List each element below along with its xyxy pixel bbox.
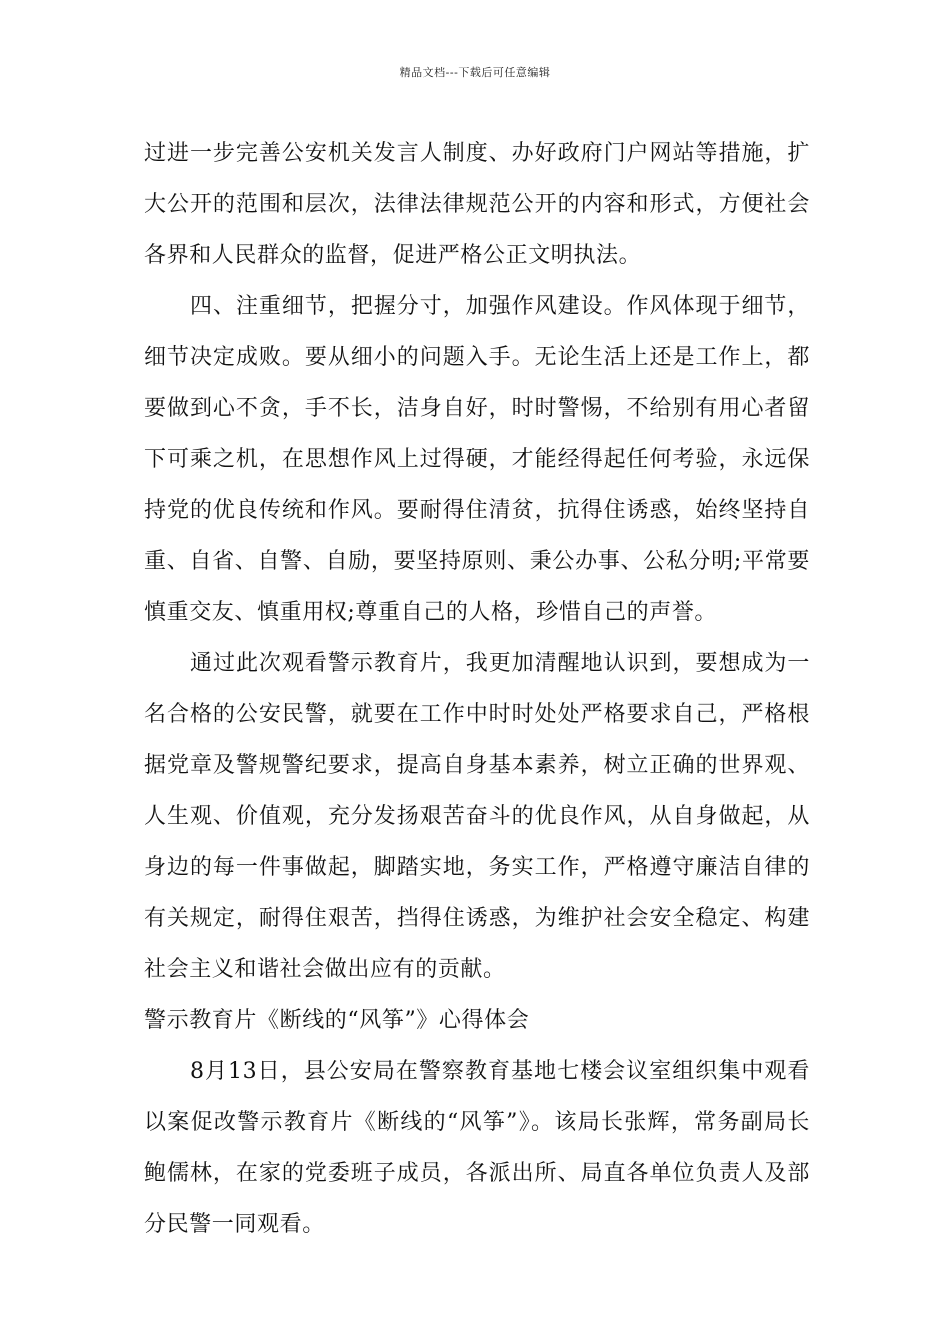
paragraph-continuation: 过进一步完善公安机关发言人制度、办好政府门户网站等措施，扩大公开的范围和层次，法律法律规范公开的内容和形式，方便社会各界和人民群众的监督，促进严格公正文明执法。 — [144, 141, 810, 268]
paragraph-event: 8月13日，县公安局在警察教育基地七楼会议室组织集中观看以案促改警示教育片《断线的“风筝”》。该局长张辉，常务副局长鲍儒林，在家的党委班子成员，各派出所、局直各单位负责人及部分民警一同观看。 — [144, 1059, 810, 1237]
document-body — [144, 128, 810, 1250]
paragraph-section-four: 四、注重细节，把握分寸，加强作风建设。作风体现于细节，细节决定成败。要从细小的问题入手。无论生活上还是工作上，都要做到心不贪，手不长，洁身自好，时时警惕，不给别有用心者留下可乘之机，在思想作风上过得硬，才能经得起任何考验，永远保持党的优良传统和作风。要耐得住清贫，抗得住诱惑，始终坚持自重、自省、自警、自励，要坚持原则、秉公办事、公私分明;平常要慎重交友、慎重用权;尊重自己的人格，珍惜自己的声誉。 — [144, 294, 810, 625]
section-title: 警示教育片《断线的“风筝”》心得体会 — [144, 1008, 530, 1033]
page-header: 精品文档---下载后可任意编辑 — [399, 66, 551, 79]
paragraph-conclusion: 通过此次观看警示教育片，我更加清醒地认识到，要想成为一名合格的公安民警，就要在工作中时时处处严格要求自己，严格根据党章及警规警纪要求，提高自身基本素养，树立正确的世界观、人生观、价值观，充分发扬艰苦奋斗的优良作风，从自身做起，从身边的每一件事做起，脚踏实地，务实工作，严格遵守廉洁自律的有关规定，耐得住艰苦，挡得住诱惑，为维护社会安全稳定、构建社会主义和谐社会做出应有的贡献。 — [144, 651, 810, 982]
